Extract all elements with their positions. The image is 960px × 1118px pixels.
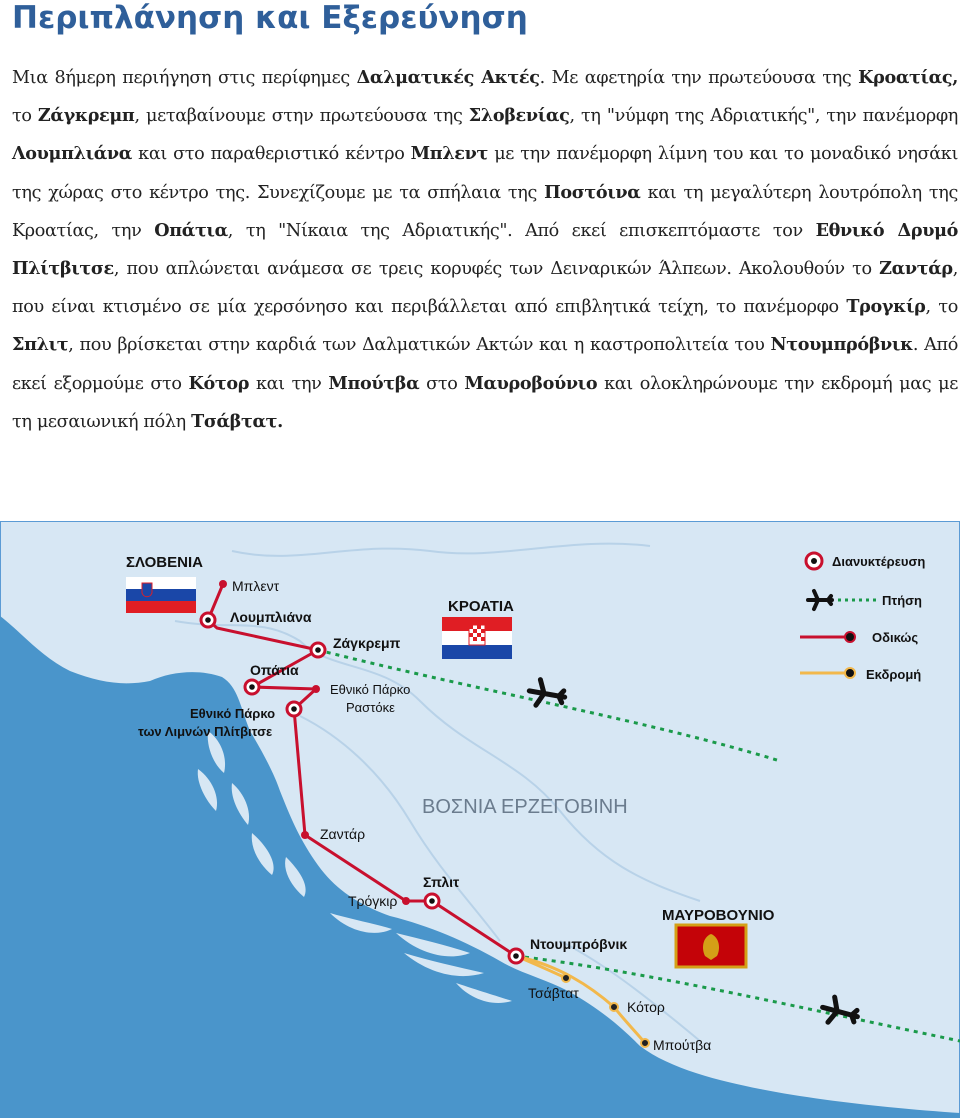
- city-label-bled: Μπλεντ: [232, 578, 280, 594]
- intro-highlight: Μπούτβα: [328, 372, 420, 394]
- city-label-split: Σπλιτ: [423, 874, 460, 890]
- city-label-zagreb: Ζάγκρεμπ: [333, 635, 401, 651]
- intro-highlight: Ποστόινα: [544, 181, 641, 203]
- intro-highlight: Σπλιτ: [12, 334, 69, 356]
- city-label-rastoke-line1: Εθνικό Πάρκο: [330, 682, 411, 697]
- intro-text: . Από εκεί εξορμούμε στο: [12, 335, 958, 394]
- city-label-opatija: Οπάτια: [250, 662, 299, 678]
- legend-overnight-label: Διανυκτέρευση: [832, 554, 926, 569]
- intro-highlight: Οπάτια: [154, 219, 228, 241]
- legend-road-label: Οδικώς: [872, 630, 919, 645]
- intro-text: , τη "Νίκαια της Αδριατικής". Από εκεί επισκεπτόμαστε τον: [227, 220, 816, 241]
- slovenia-flag: [126, 577, 196, 613]
- montenegro-flag: [676, 925, 746, 967]
- city-label-rastoke-line2: Ραστόκε: [346, 700, 395, 715]
- intro-highlight: Ντουμπρόβνικ: [770, 334, 913, 356]
- document-title: Περιπλάνηση και Εξερεύνηση: [12, 0, 528, 36]
- intro-text: , που βρίσκεται στην καρδιά των Δαλματικών Ακτών και η καστροπολιτεία του: [68, 335, 771, 356]
- intro-text: και ολοκληρώνουμε την εκδρομή μας με τη μεσαιωνική πόλη: [12, 373, 958, 432]
- intro-text: στο: [419, 373, 465, 394]
- intro-highlight: Τσάβτατ.: [191, 410, 283, 432]
- intro-text: και την: [249, 373, 329, 394]
- tour-route-map: [0, 521, 960, 1118]
- intro-highlight: Μαυροβούνιο: [464, 372, 598, 394]
- intro-text: , τη "νύμφη της Αδριατικής", την πανέμορφη: [569, 106, 958, 127]
- intro-highlight: Λουμπλιάνα: [12, 143, 132, 165]
- intro-text: , που απλώνεται ανάμεσα σε τρεις κορυφές των Δειναρικών Άλπεων. Ακολουθούν το: [113, 259, 880, 280]
- city-label-zadar: Ζαντάρ: [320, 826, 366, 842]
- city-label-ljubljana: Λουμπλιάνα: [230, 609, 312, 625]
- city-label-plitvice-line2: των Λιμνών Πλίτβιτσε: [138, 724, 273, 739]
- intro-text: και τη μεγαλύτερη λουτρόπολη της Κροατίας, την: [12, 182, 958, 241]
- city-label-plitvice-line1: Εθνικό Πάρκο: [190, 706, 276, 721]
- city-label-trogir: Τρόγκιρ: [348, 893, 398, 909]
- intro-text: , το: [925, 297, 958, 318]
- intro-text: και στο παραθεριστικό κέντρο: [131, 144, 411, 165]
- country-label-bosnia: ΒΟΣΝΙΑ ΕΡΖΕΓΟΒΙΝΗ: [422, 796, 628, 818]
- legend-flight-label: Πτήση: [882, 593, 922, 608]
- city-label-dubrovnik: Ντουμπρόβνικ: [530, 936, 628, 952]
- city-label-kotor: Κότορ: [627, 999, 665, 1015]
- intro-paragraph: [12, 59, 958, 441]
- intro-highlight: Τρογκίρ: [846, 296, 926, 318]
- intro-highlight: Σλοβενίας: [468, 105, 570, 127]
- country-label-montenegro: ΜΑΥΡΟΒΟΥΝΙΟ: [662, 907, 775, 924]
- city-label-cavtat: Τσάβτατ: [528, 985, 579, 1001]
- croatia-flag: [442, 617, 512, 659]
- intro-text: με την πανέμορφη λίμνη του και το μοναδικό νησάκι της χώρας στο κέντρο της. Συνεχίζουμε με τα σπήλαια της: [12, 144, 958, 203]
- intro-text: το: [12, 106, 38, 127]
- city-label-budva: Μπούτβα: [653, 1037, 712, 1053]
- legend-excursion-label: Εκδρομή: [866, 667, 922, 682]
- intro-highlight: Κότορ: [188, 372, 250, 394]
- intro-text: , μεταβαίνουμε στην πρωτεύουσα της: [134, 106, 469, 127]
- intro-text: . Με αφετηρία την πρωτεύουσα της: [539, 68, 859, 88]
- intro-highlight: Δαλματικές Ακτές: [356, 67, 540, 88]
- intro-text: Μια 8ήμερη περιήγηση στις περίφημες: [12, 68, 357, 88]
- intro-highlight: Ζαντάρ: [879, 258, 953, 280]
- intro-highlight: Ζάγκρεμπ: [37, 105, 135, 127]
- intro-highlight: Μπλεντ: [410, 143, 489, 165]
- intro-highlight: Κροατίας,: [858, 67, 959, 88]
- country-label-slovenia: ΣΛΟΒΕΝΙΑ: [126, 554, 203, 571]
- country-label-croatia: ΚΡΟΑΤΙΑ: [448, 598, 514, 615]
- intro-highlight: Εθνικό Δρυμό Πλίτβιτσε: [12, 219, 958, 280]
- intro-text: , που είναι κτισμένο σε μία χερσόνησο και περιβάλλεται από επιβλητικά τείχη, το πανέμορφο: [12, 259, 958, 318]
